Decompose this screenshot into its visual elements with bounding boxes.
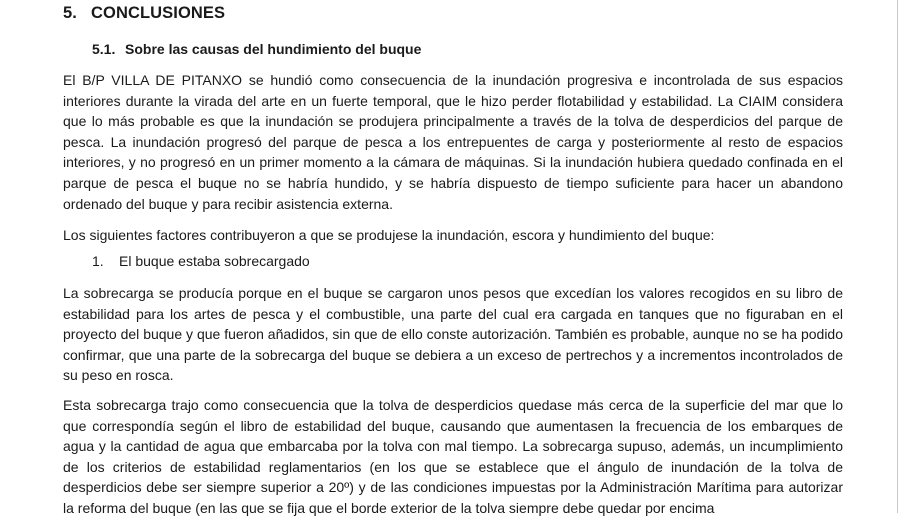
subsection-heading — [92, 41, 421, 57]
paragraph-overload-consequence: Esta sobrecarga trajo como consecuencia que la tolva de desperdicios quedase más cerca de la superficie del mar que lo que correspondía según el libro de estabilidad del buque, causando que aumentasen la frecuencia de los embarques de agua y la cantidad de agua que embarcaba por la tolva con mal tiempo. La sobrecarga supuso, además, un incumplimiento de los criterios de estabilidad reglamentarios (en los que se establece que el ángulo de inundación de la tolva de desperdicios debe ser siempre superior a 20º) y de las condiciones impuestas por la Administración Marítima para autorizar la reforma del buque (en las que se fija que el borde exterior de la tolva siempre debe quedar por encima — [63, 397, 843, 516]
paragraph-sinking-cause: El B/P VILLA DE PITANXO se hundió como consecuencia de la inundación progresiva e incontrolada de sus espacios interiores durante la virada del arte en un fuerte temporal, que le hizo perder flotabilidad y estabilidad. La CIAIM considera que lo más probable es que la inundación se produjera principalmente a través de la tolva de desperdicios del parque de pesca. La inundación progresó del parque de pesca a los entrepuentes de carga y posteriormente al resto de espacios interiores, y no progresó en un primer momento a la cámara de máquinas. Si la inundación hubiera quedado confinada en el parque de pesca el buque no se habría hundido, y se habría dispuesto de tiempo suficiente para hacer un abandono ordenado del buque y para recibir asistencia externa. — [63, 72, 843, 212]
section-heading — [63, 4, 225, 23]
subsection-number: 5.1. — [92, 41, 116, 57]
paragraph-factors-intro: Los siguientes factores contribuyeron a que se produjese la inundación, escora y hundimiento del buque: — [63, 227, 715, 243]
subsection-title: Sobre las causas del hundimiento del buque — [125, 41, 422, 57]
section-title: CONCLUSIONES — [91, 4, 226, 22]
list-item-number: 1. — [92, 253, 104, 269]
section-number: 5. — [63, 4, 77, 22]
list-item — [92, 253, 310, 269]
page-edge-divider — [897, 0, 898, 513]
paragraph-overload-explanation: La sobrecarga se producía porque en el buque se cargaron unos pesos que excedían los valores recogidos en su libro de estabilidad para los artes de pesca y el combustible, una parte del cual era cargada en tanques que no figuraban en el proyecto del buque y que fueron añadidos, sin que de ello conste autorización. También es probable, aunque no se ha podido confirmar, que una parte de la sobrecarga del buque se debiera a un exceso de pertrechos y a incrementos incontrolados de su peso en rosca. — [63, 285, 843, 384]
list-item-text: El buque estaba sobrecargado — [119, 253, 310, 269]
